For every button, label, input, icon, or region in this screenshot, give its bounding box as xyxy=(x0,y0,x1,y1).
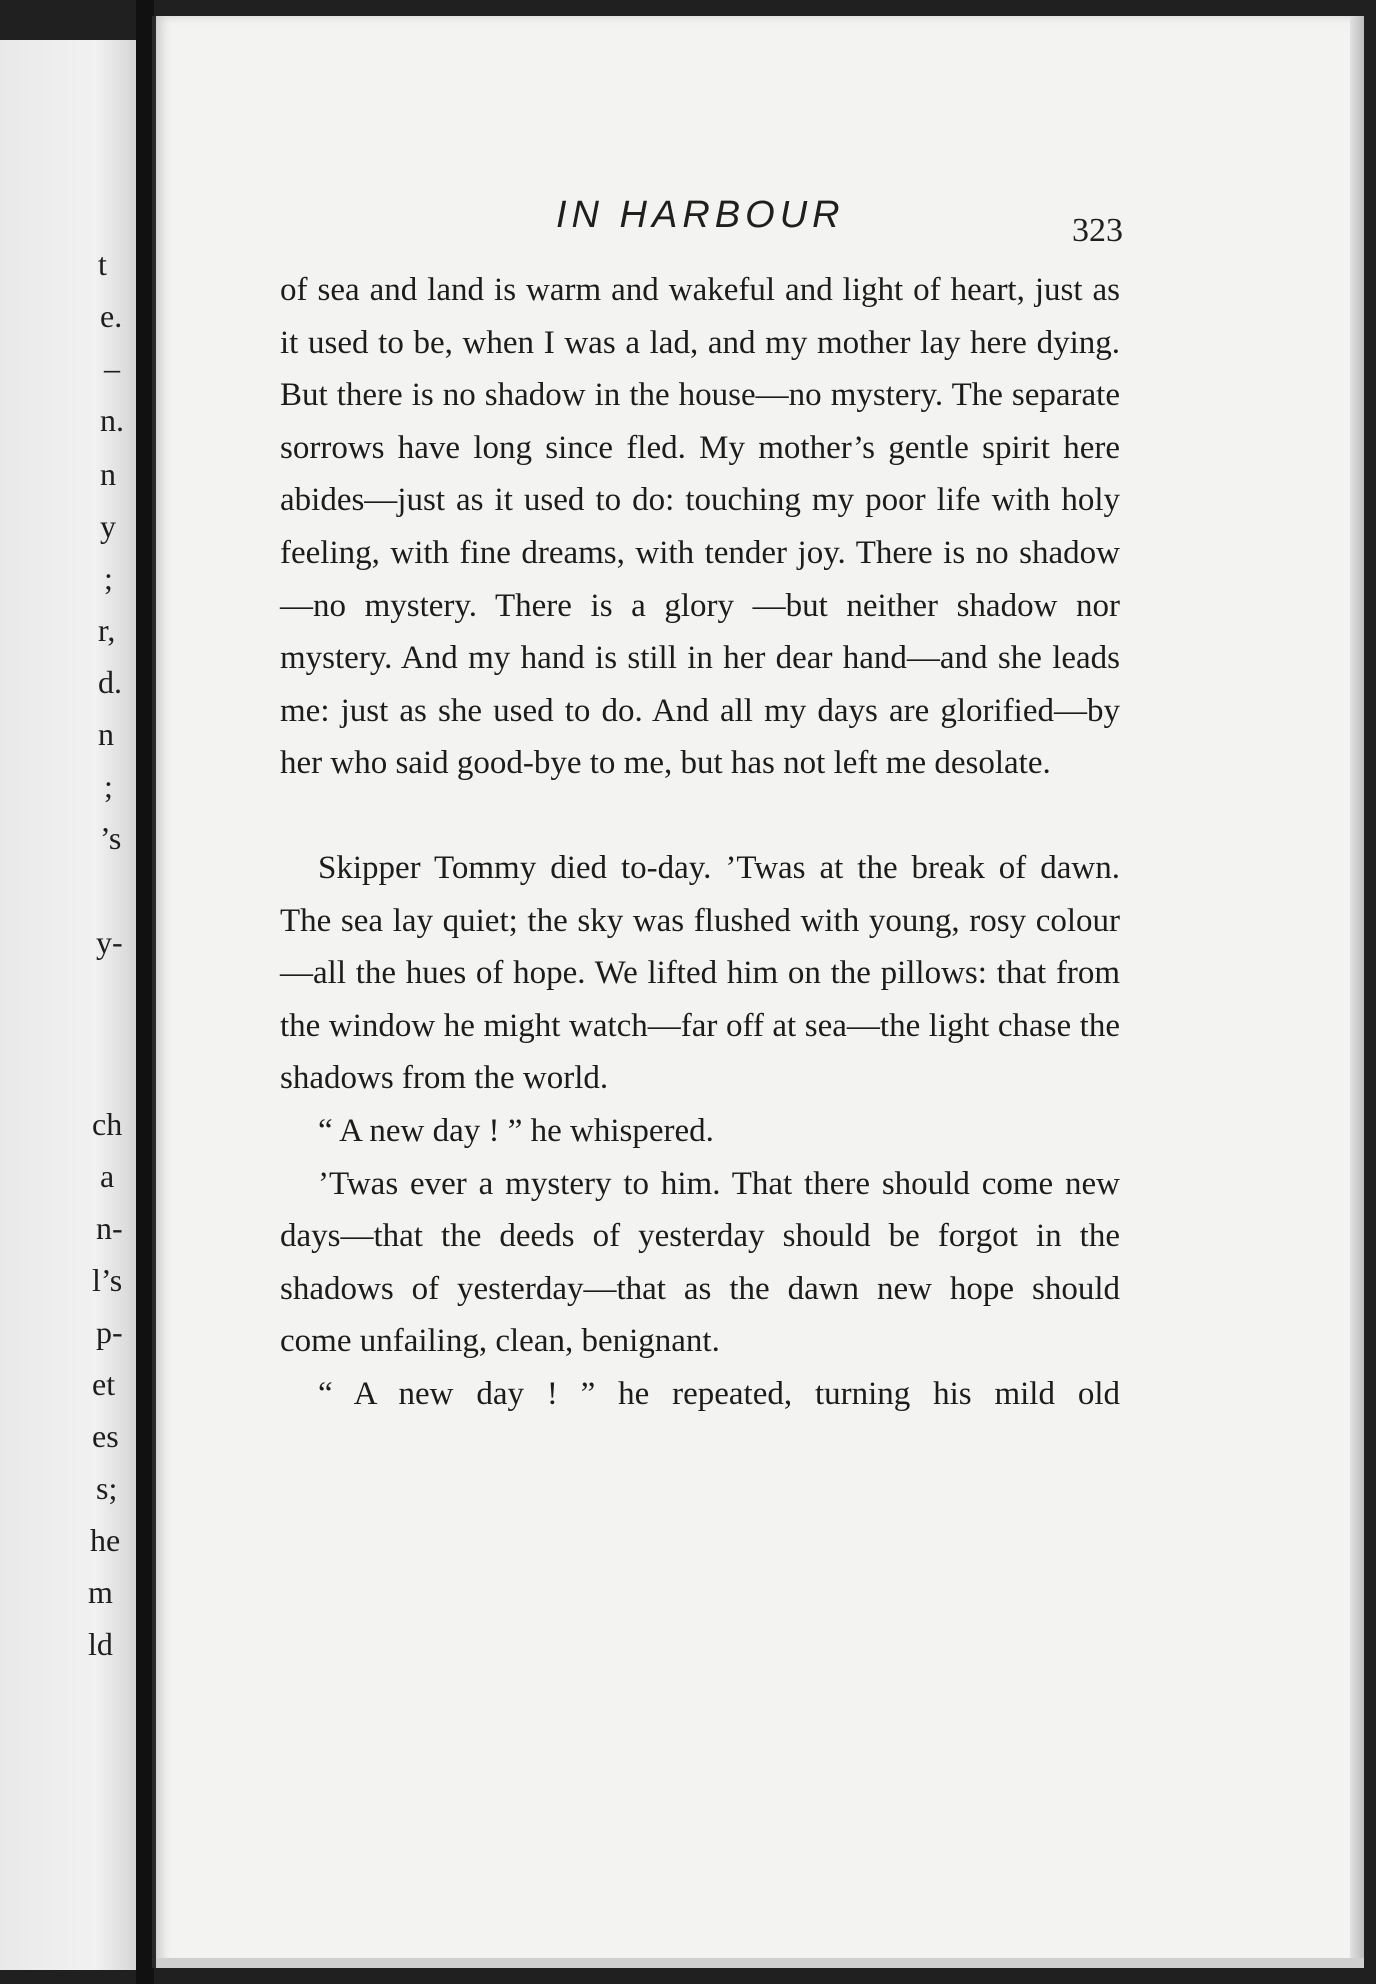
left-fragment: ch xyxy=(92,1106,123,1142)
left-fragment: a xyxy=(100,1158,115,1194)
left-page-text-fragments xyxy=(0,40,136,1970)
left-fragment: he xyxy=(90,1522,121,1558)
left-fragment: n xyxy=(100,456,116,492)
left-fragment: l’s xyxy=(92,1262,123,1298)
left-fragment: n xyxy=(98,716,114,752)
left-fragment: s; xyxy=(96,1470,118,1506)
left-fragment: r, xyxy=(98,612,116,648)
paragraph: ’Twas ever a mystery to him. That there should come new days—that the deeds of yesterday should be forgot in the shadows of yesterday—that as the dawn new hope should come unfailing, clean, benignant. xyxy=(280,1165,1120,1360)
left-fragment: es xyxy=(92,1418,119,1454)
right-page xyxy=(152,16,1364,1968)
page-edge-shadow xyxy=(1350,16,1364,1968)
left-fragment: m xyxy=(88,1574,113,1610)
running-head: IN HARBOUR xyxy=(556,194,845,236)
section-break xyxy=(280,790,1120,842)
left-fragment: ld xyxy=(88,1626,113,1662)
left-fragment: y xyxy=(100,508,116,544)
body-text xyxy=(280,264,1120,1420)
page-bottom-edge xyxy=(156,1958,1364,1968)
paragraph: “ A new day ! ” he whispered. xyxy=(318,1112,714,1149)
page-number: 323 xyxy=(1072,212,1123,249)
left-fragment: ’s xyxy=(100,820,122,856)
left-fragment: ; xyxy=(104,768,113,804)
left-fragment: ; xyxy=(104,560,113,596)
paragraph: Skipper Tommy died to-day. ’Twas at the break of dawn. The sea lay quiet; the sky was flushed with young, rosy colour—all the hues of hope. We lifted him on the pillows: that from the window he might watch—far off at sea—the light chase the shadows from the world. xyxy=(280,849,1120,1097)
left-fragment: y- xyxy=(96,924,123,960)
left-fragment: p- xyxy=(96,1314,123,1350)
paragraph: “ A new day ! ” he repeated, turning his mild old xyxy=(318,1375,1120,1412)
paragraph: of sea and land is warm and wakeful and light of heart, just as it used to be, when I was a lad, and my mother lay here dying. But there is no shadow in the house—no mystery. The separate sorrows have long since fled. My mother’s gentle spirit here abides—just as it used to do: touching my poor life with holy feeling, with fine dreams, with tender joy. There is no shadow—no mystery. There is a glory —but neither shadow nor mystery. And my hand is still in her dear hand—and she leads me: just as she used to do. And all my days are glorified—by her who said good-bye to me, but has not left me desolate. xyxy=(280,272,1120,782)
left-fragment: n- xyxy=(96,1210,123,1246)
left-fragment: – xyxy=(104,350,120,386)
left-fragment: t xyxy=(98,246,107,282)
left-fragment: n. xyxy=(100,402,124,438)
left-fragment: e. xyxy=(100,298,123,334)
left-page-edge xyxy=(0,40,136,1970)
left-fragment: d. xyxy=(98,664,122,700)
left-fragment: et xyxy=(92,1366,116,1402)
